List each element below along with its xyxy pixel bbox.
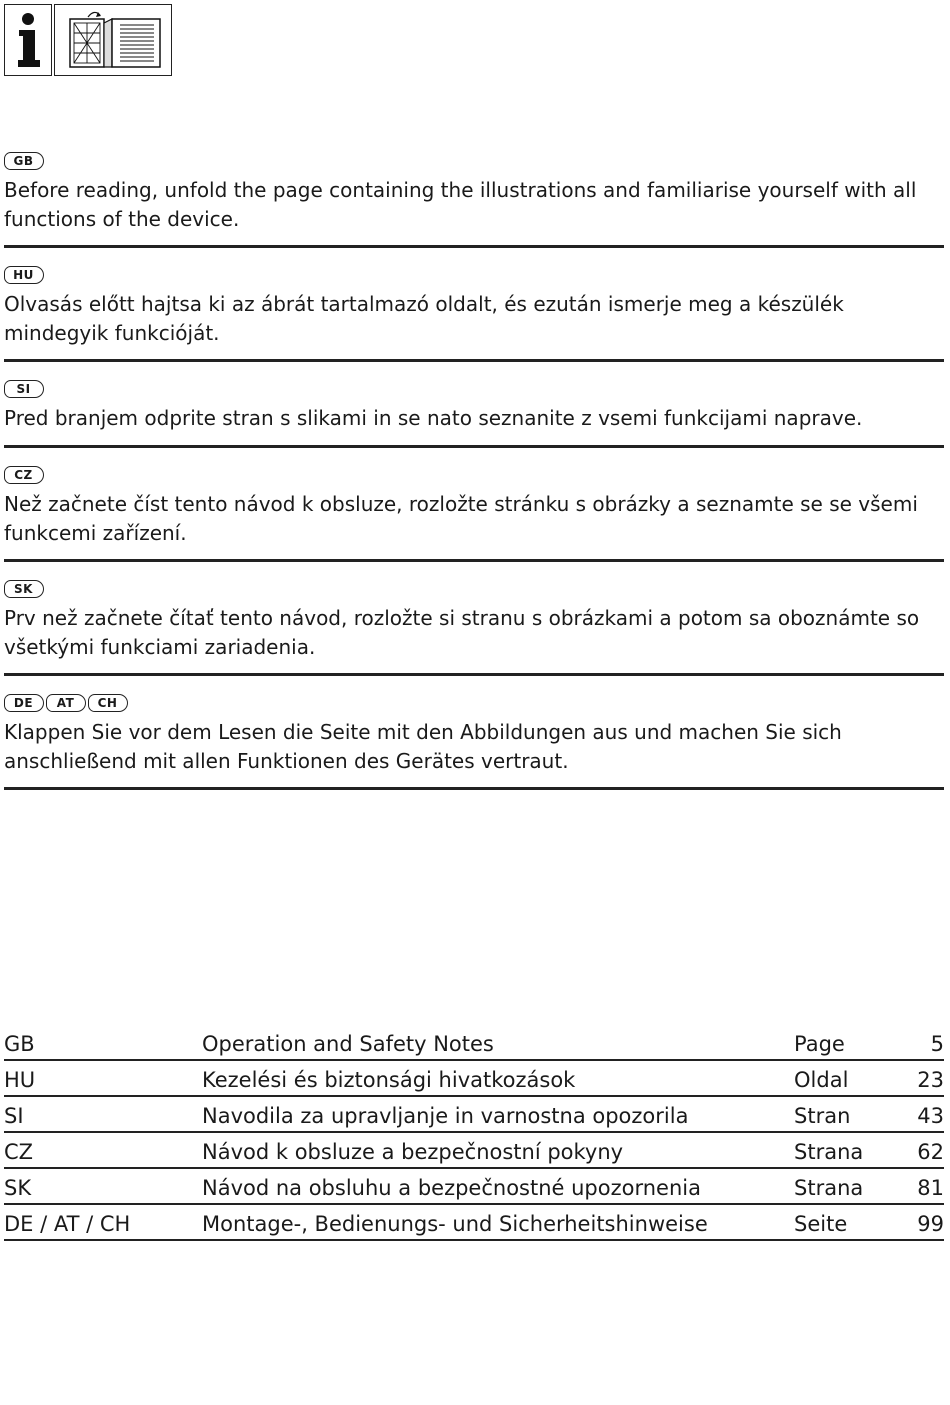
toc-title: Operation and Safety Notes <box>202 1032 494 1056</box>
language-badges <box>4 576 944 598</box>
toc-page-label: Seite <box>794 1212 848 1236</box>
language-badge: SI <box>4 380 44 398</box>
section-sk <box>4 562 944 676</box>
language-badges <box>4 690 944 712</box>
toc-language-code: SK <box>4 1176 32 1200</box>
toc-page-number: 43 <box>917 1104 944 1128</box>
section-cz <box>4 448 944 562</box>
section-text: Klappen Sie vor dem Lesen die Seite mit den Abbildungen aus und machen Sie sich anschließend mit allen Funktionen des Gerätes vertraut. <box>4 720 842 773</box>
toc-language-code: GB <box>4 1032 35 1056</box>
section-si <box>4 362 944 448</box>
toc-row[interactable] <box>4 1097 944 1133</box>
toc-title: Navodila za upravljanje in varnostna opozorila <box>202 1104 689 1128</box>
toc-row[interactable] <box>4 1205 944 1241</box>
language-badge: CZ <box>4 466 44 484</box>
language-badge: GB <box>4 152 44 170</box>
toc-row[interactable] <box>4 1133 944 1169</box>
section-text: Prv než začnete čítať tento návod, rozložte si stranu s obrázkami a potom sa oboznámte so všetkými funkciami zariadenia. <box>4 606 920 659</box>
toc-page-number: 62 <box>917 1140 944 1164</box>
toc-title: Montage-, Bedienungs- und Sicherheitshinweise <box>202 1212 708 1236</box>
section-de-at-ch <box>4 676 944 790</box>
toc-row[interactable] <box>4 1169 944 1205</box>
toc-language-code: CZ <box>4 1140 34 1164</box>
toc-language-code: DE / AT / CH <box>4 1212 131 1236</box>
language-badges <box>4 148 944 170</box>
language-badges <box>4 462 944 484</box>
language-badge: DE <box>4 694 44 712</box>
language-badges <box>4 376 944 398</box>
language-badges <box>4 262 944 284</box>
toc-language-code: HU <box>4 1068 36 1092</box>
section-text: Before reading, unfold the page containing the illustrations and familiarise yourself with all functions of the device. <box>4 178 917 231</box>
toc-page-label: Strana <box>794 1176 864 1200</box>
language-badge: AT <box>46 694 86 712</box>
section-hu <box>4 248 944 362</box>
language-badge: SK <box>4 580 44 598</box>
section-text: Pred branjem odprite stran s slikami in se nato seznanite z vsemi funkcijami naprave. <box>4 406 863 430</box>
toc-row[interactable] <box>4 1061 944 1097</box>
language-badge: HU <box>4 266 44 284</box>
toc-page-label: Strana <box>794 1140 864 1164</box>
toc-page-number: 23 <box>917 1068 944 1092</box>
toc-page-label: Stran <box>794 1104 851 1128</box>
toc-page-label: Oldal <box>794 1068 849 1092</box>
toc-row[interactable] <box>4 1025 944 1061</box>
language-badge: CH <box>88 694 128 712</box>
toc-language-code: SI <box>4 1104 24 1128</box>
toc-page-label: Page <box>794 1032 845 1056</box>
toc-page-number: 99 <box>917 1212 944 1236</box>
toc-title: Návod k obsluze a bezpečnostní pokyny <box>202 1140 624 1164</box>
toc-title: Návod na obsluhu a bezpečnostné upozornenia <box>202 1176 701 1200</box>
toc-page-number: 81 <box>917 1176 944 1200</box>
section-gb <box>4 148 944 248</box>
fold-out-page-icon <box>54 4 172 76</box>
section-text: Olvasás előtt hajtsa ki az ábrát tartalmazó oldalt, és ezután ismerje meg a készülék mindegyik funkcióját. <box>4 292 844 345</box>
header-icons <box>4 4 172 76</box>
toc-page-number: 5 <box>930 1032 944 1056</box>
toc-title: Kezelési és biztonsági hivatkozások <box>202 1068 576 1092</box>
table-of-contents <box>4 1025 944 1241</box>
section-text: Než začnete číst tento návod k obsluze, rozložte stránku s obrázky a seznamte se se všemi funkcemi zařízení. <box>4 492 918 545</box>
info-icon <box>4 4 52 76</box>
language-sections <box>4 148 944 790</box>
